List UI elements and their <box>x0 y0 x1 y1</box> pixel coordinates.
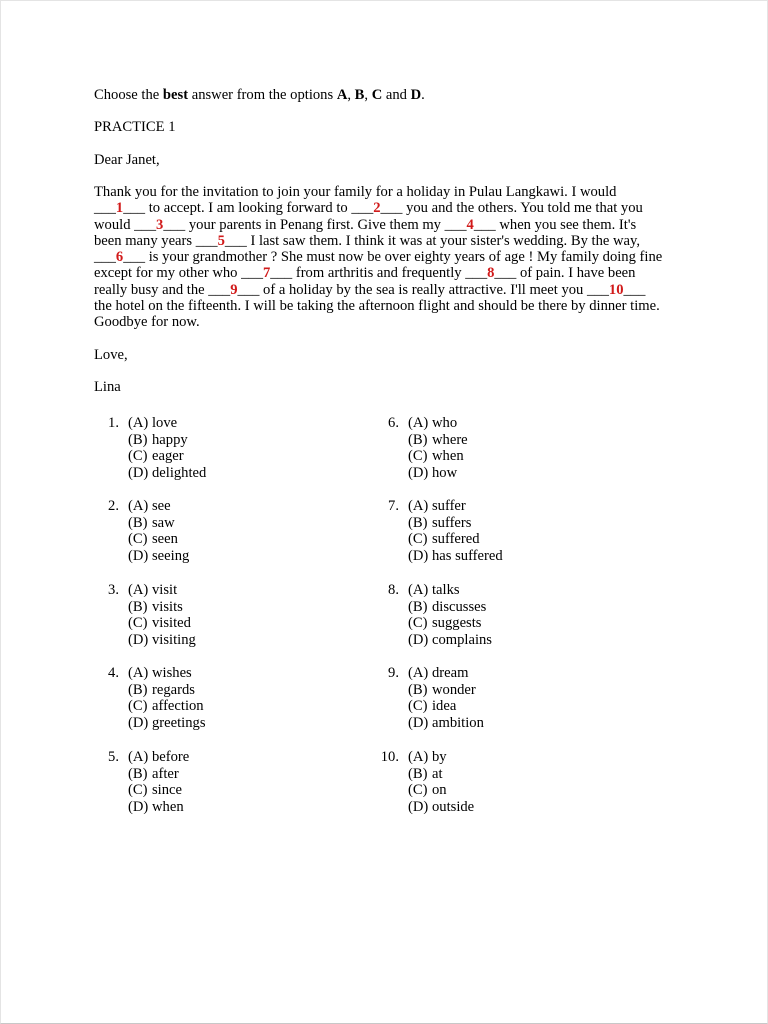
answer-option[interactable] <box>128 448 184 464</box>
answer-option[interactable] <box>408 415 457 431</box>
option-label: (B) <box>128 514 148 531</box>
letter-line <box>94 314 684 330</box>
option-label: (A) <box>408 582 429 598</box>
answer-option[interactable] <box>128 548 189 564</box>
option-label: (C) <box>408 448 428 465</box>
option-text: outside <box>432 799 475 816</box>
option-text: wishes <box>152 665 192 681</box>
option-label: (D) <box>408 548 429 565</box>
option-label: (D) <box>128 799 149 816</box>
option-text: seen <box>152 531 178 548</box>
option-text: has suffered <box>432 548 503 565</box>
option-label: (D) <box>128 715 149 732</box>
option-text: complains <box>432 632 492 649</box>
letter-line <box>94 282 684 298</box>
option-text: love <box>152 415 178 431</box>
option-text: suffers <box>432 514 472 531</box>
question-number: 1. <box>108 415 119 431</box>
answer-option[interactable] <box>408 782 447 798</box>
option-text: talks <box>432 582 460 598</box>
instruction-text: answer from the options <box>188 87 337 103</box>
option-text: since <box>152 782 182 799</box>
option-text: affection <box>152 698 204 715</box>
option-label: (C) <box>128 531 148 548</box>
option-label: (D) <box>408 715 429 732</box>
answer-option[interactable] <box>408 749 447 765</box>
instruction-end: . <box>421 87 425 103</box>
option-text: who <box>432 415 458 431</box>
option-label: (A) <box>128 665 149 681</box>
letter-text: ___ is your grandmother ? She must now be over eighty years of age ! My family doing fine <box>123 249 663 266</box>
answer-option[interactable] <box>408 766 443 782</box>
letter-text: really busy and the ___ <box>94 281 231 298</box>
blank-number: 3 <box>156 216 164 233</box>
answer-option[interactable] <box>128 632 196 648</box>
blank-number: 2 <box>373 200 381 217</box>
instruction-bold-best: best <box>162 87 189 103</box>
option-label: (B) <box>128 681 148 698</box>
option-text: eager <box>152 448 184 465</box>
option-text: visits <box>152 598 183 615</box>
blank-number: 6 <box>115 249 124 266</box>
instruction-sep: , <box>364 87 372 103</box>
option-letter-b: B <box>354 87 365 103</box>
option-text: seeing <box>152 548 190 565</box>
question-number: 2. <box>108 498 119 514</box>
answer-option[interactable] <box>408 548 503 564</box>
option-text: where <box>432 431 468 448</box>
option-text: dream <box>432 665 469 681</box>
option-label: (B) <box>408 431 428 448</box>
blank-number: 10 <box>608 281 624 298</box>
option-label: (A) <box>128 582 149 598</box>
option-text: visiting <box>152 632 196 649</box>
option-letter-a: A <box>336 87 348 103</box>
option-label: (B) <box>128 431 148 448</box>
option-text: by <box>432 749 447 765</box>
option-text: suggests <box>432 615 482 632</box>
letter-text: ___ <box>94 200 116 217</box>
letter-text: ___ <box>623 281 646 298</box>
option-text: visited <box>152 615 191 632</box>
letter-body <box>94 184 684 331</box>
option-label: (B) <box>128 598 148 615</box>
option-label: (C) <box>128 448 148 465</box>
letter-line <box>94 233 684 249</box>
question-number: 3. <box>108 582 119 598</box>
option-text: suffer <box>432 498 466 514</box>
letter-text: ___ to accept. I am looking forward to ___ <box>123 200 374 217</box>
instruction-and: and <box>382 87 411 103</box>
answer-option[interactable] <box>408 632 492 648</box>
blank-number: 7 <box>263 265 271 282</box>
option-label: (A) <box>408 415 429 431</box>
answer-option[interactable] <box>128 665 192 681</box>
answer-option[interactable] <box>408 698 456 714</box>
practice-title: PRACTICE 1 <box>94 119 176 135</box>
answer-option[interactable] <box>128 766 179 782</box>
answer-option[interactable] <box>128 498 171 514</box>
option-text: wonder <box>432 681 476 698</box>
answer-option[interactable] <box>408 582 460 598</box>
answer-option[interactable] <box>128 531 178 547</box>
blank-number: 4 <box>466 216 474 233</box>
option-label: (C) <box>128 782 148 799</box>
letter-line <box>94 265 684 281</box>
answer-option[interactable] <box>128 799 184 815</box>
option-text: happy <box>152 431 188 448</box>
letter-line <box>94 217 684 233</box>
letter-line <box>94 298 684 314</box>
option-label: (D) <box>408 799 429 816</box>
option-label: (C) <box>408 615 428 632</box>
option-label: (C) <box>128 698 148 715</box>
answer-option[interactable] <box>128 615 191 631</box>
option-label: (B) <box>408 598 428 615</box>
blank-number: 1 <box>115 200 124 217</box>
letter-text: ___ <box>94 249 116 266</box>
option-label: (A) <box>408 498 429 514</box>
option-label: (C) <box>408 531 428 548</box>
answer-option[interactable] <box>408 615 481 631</box>
question-number: 10. <box>380 749 399 765</box>
option-label: (D) <box>128 465 149 482</box>
answer-option[interactable] <box>408 531 480 547</box>
letter-text: except for my other who ___ <box>94 265 263 282</box>
answer-option[interactable] <box>128 698 204 714</box>
answer-option[interactable] <box>128 582 177 598</box>
answer-option[interactable] <box>408 799 474 815</box>
question-number: 9. <box>388 665 399 681</box>
letter-text: would ___ <box>94 216 157 233</box>
instruction-sep: , <box>347 87 355 103</box>
answer-option[interactable] <box>128 749 189 765</box>
blank-number: 8 <box>487 265 495 282</box>
option-label: (A) <box>408 749 429 765</box>
answer-option[interactable] <box>128 782 182 798</box>
option-label: (B) <box>408 765 428 782</box>
option-label: (B) <box>408 681 428 698</box>
letter-line <box>94 249 684 265</box>
answer-option[interactable] <box>408 448 464 464</box>
option-label: (D) <box>128 548 149 565</box>
letter-text: ___ of pain. I have been <box>494 265 636 282</box>
answer-option[interactable] <box>128 515 175 531</box>
answer-option[interactable] <box>128 432 188 448</box>
letter-greeting: Dear Janet, <box>94 152 160 168</box>
option-label: (C) <box>408 782 428 799</box>
option-label: (A) <box>128 415 149 431</box>
question-number: 5. <box>108 749 119 765</box>
letter-signature: Lina <box>94 379 121 395</box>
letter-text: ___ your parents in Penang first. Give them my ___ <box>163 216 467 233</box>
instructions <box>94 87 425 103</box>
letter-text: Thank you for the invitation to join your family for a holiday in Pulau Langkawi. I would <box>94 184 617 200</box>
letter-closing: Love, <box>94 347 128 363</box>
letter-text: Goodbye for now. <box>94 314 200 331</box>
option-label: (B) <box>128 765 148 782</box>
answer-option[interactable] <box>408 515 471 531</box>
blank-number: 5 <box>217 232 225 249</box>
letter-text: been many years ___ <box>94 232 218 249</box>
option-text: how <box>432 465 458 482</box>
option-text: idea <box>432 698 457 715</box>
option-text: delighted <box>152 465 207 482</box>
option-text: discusses <box>432 598 487 615</box>
option-text: at <box>432 765 443 782</box>
answer-option[interactable] <box>128 599 183 615</box>
option-text: greetings <box>152 715 206 732</box>
option-label: (A) <box>128 749 149 765</box>
letter-line <box>94 184 684 200</box>
option-label: (A) <box>128 498 149 514</box>
answer-option[interactable] <box>408 599 486 615</box>
instruction-text: Choose the <box>94 87 163 103</box>
answer-option[interactable] <box>408 682 476 698</box>
answer-option[interactable] <box>408 498 466 514</box>
answer-option[interactable] <box>408 465 457 481</box>
answer-option[interactable] <box>128 415 177 431</box>
answer-option[interactable] <box>408 665 468 681</box>
option-letter-d: D <box>410 87 422 103</box>
option-text: when <box>152 799 184 816</box>
option-label: (A) <box>408 665 429 681</box>
blank-number: 9 <box>230 281 238 298</box>
letter-text: the hotel on the fifteenth. I will be taking the afternoon flight and should be there by dinner time. <box>94 298 660 315</box>
option-text: before <box>152 749 190 765</box>
option-text: see <box>152 498 171 514</box>
option-label: (D) <box>408 632 429 649</box>
question-number: 4. <box>108 665 119 681</box>
letter-text: ___ I last saw them. I think it was at your sister's wedding. By the way, <box>224 232 641 249</box>
letter-text: ___ of a holiday by the sea is really attractive. I'll meet you ___ <box>237 281 609 298</box>
option-label: (D) <box>128 632 149 649</box>
option-text: regards <box>152 681 195 698</box>
option-text: after <box>152 765 179 782</box>
answer-option[interactable] <box>128 682 195 698</box>
option-text: ambition <box>432 715 484 732</box>
question-number: 8. <box>388 582 399 598</box>
letter-text: ___ when you see them. It's <box>473 216 637 233</box>
option-text: on <box>432 782 447 799</box>
letter-line <box>94 200 684 216</box>
option-label: (D) <box>408 465 429 482</box>
question-number: 6. <box>388 415 399 431</box>
option-label: (B) <box>408 514 428 531</box>
answer-option[interactable] <box>128 465 206 481</box>
answer-option[interactable] <box>128 715 206 731</box>
option-label: (C) <box>128 615 148 632</box>
option-text: when <box>432 448 464 465</box>
question-number: 7. <box>388 498 399 514</box>
answer-option[interactable] <box>408 432 468 448</box>
letter-text: ___ you and the others. You told me that you <box>380 200 643 217</box>
letter-text: ___ from arthritis and frequently ___ <box>270 265 488 282</box>
option-text: saw <box>152 514 175 531</box>
answer-option[interactable] <box>408 715 484 731</box>
option-label: (C) <box>408 698 428 715</box>
option-text: visit <box>152 582 178 598</box>
option-letter-c: C <box>371 87 383 103</box>
option-text: suffered <box>432 531 480 548</box>
